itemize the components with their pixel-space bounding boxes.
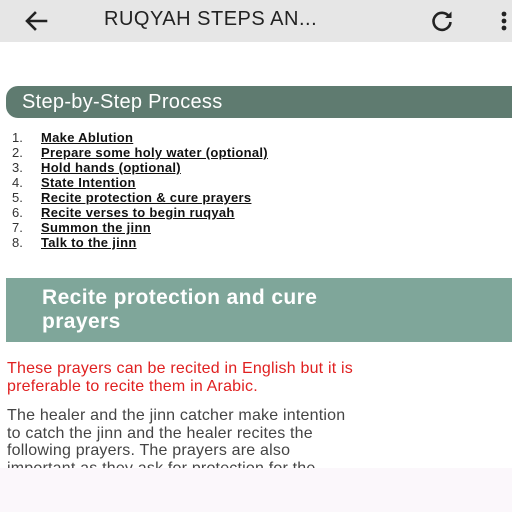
body-line1: The healer and the jinn catcher make intention [7, 407, 346, 424]
steps-list [12, 130, 268, 250]
step-link-state-intention[interactable]: State Intention [41, 175, 136, 190]
section-title: Step-by-Step Process [22, 91, 223, 113]
step-number: 4. [12, 175, 23, 190]
subsection-title-line1: Recite protection and cure [42, 286, 318, 309]
warning-text [7, 360, 512, 396]
list-item [12, 175, 268, 190]
step-number: 3. [12, 160, 23, 175]
step-link-recite-prayers[interactable]: Recite protection & cure prayers [41, 190, 252, 205]
list-item [12, 220, 268, 235]
body-line3: following prayers. The prayers are also [7, 442, 291, 459]
list-item [12, 205, 268, 220]
list-item [12, 160, 268, 175]
step-link-recite-verses[interactable]: Recite verses to begin ruqyah [41, 205, 235, 220]
step-link-hold-hands[interactable]: Hold hands (optional) [41, 160, 181, 175]
step-link-holy-water[interactable]: Prepare some holy water (optional) [41, 145, 268, 160]
more-vert-icon[interactable] [496, 7, 512, 35]
step-number: 1. [12, 130, 23, 145]
arrow-left-icon[interactable] [22, 7, 50, 35]
page-title: RUQYAH STEPS AN... [104, 8, 318, 30]
body-paragraph [7, 407, 512, 477]
warning-line2: preferable to recite them in Arabic. [7, 378, 258, 395]
list-item [12, 130, 268, 145]
subsection-header [6, 278, 512, 342]
step-number: 8. [12, 235, 23, 250]
step-link-summon-jinn[interactable]: Summon the jinn [41, 220, 151, 235]
step-number: 7. [12, 220, 23, 235]
list-item [12, 235, 268, 250]
step-number: 2. [12, 145, 23, 160]
list-item [12, 145, 268, 160]
bottom-bar [0, 468, 512, 512]
refresh-icon[interactable] [428, 7, 456, 35]
warning-line1: These prayers can be recited in English but it is [7, 360, 353, 377]
step-link-talk-jinn[interactable]: Talk to the jinn [41, 235, 137, 250]
body-line2: to catch the jinn and the healer recites the [7, 424, 313, 442]
step-number: 6. [12, 205, 23, 220]
section-header [6, 86, 512, 118]
list-item [12, 190, 268, 205]
subsection-title-line2: prayers [42, 310, 121, 333]
step-number: 5. [12, 190, 23, 205]
app-bar [0, 0, 512, 42]
step-link-make-ablution[interactable]: Make Ablution [41, 130, 134, 145]
